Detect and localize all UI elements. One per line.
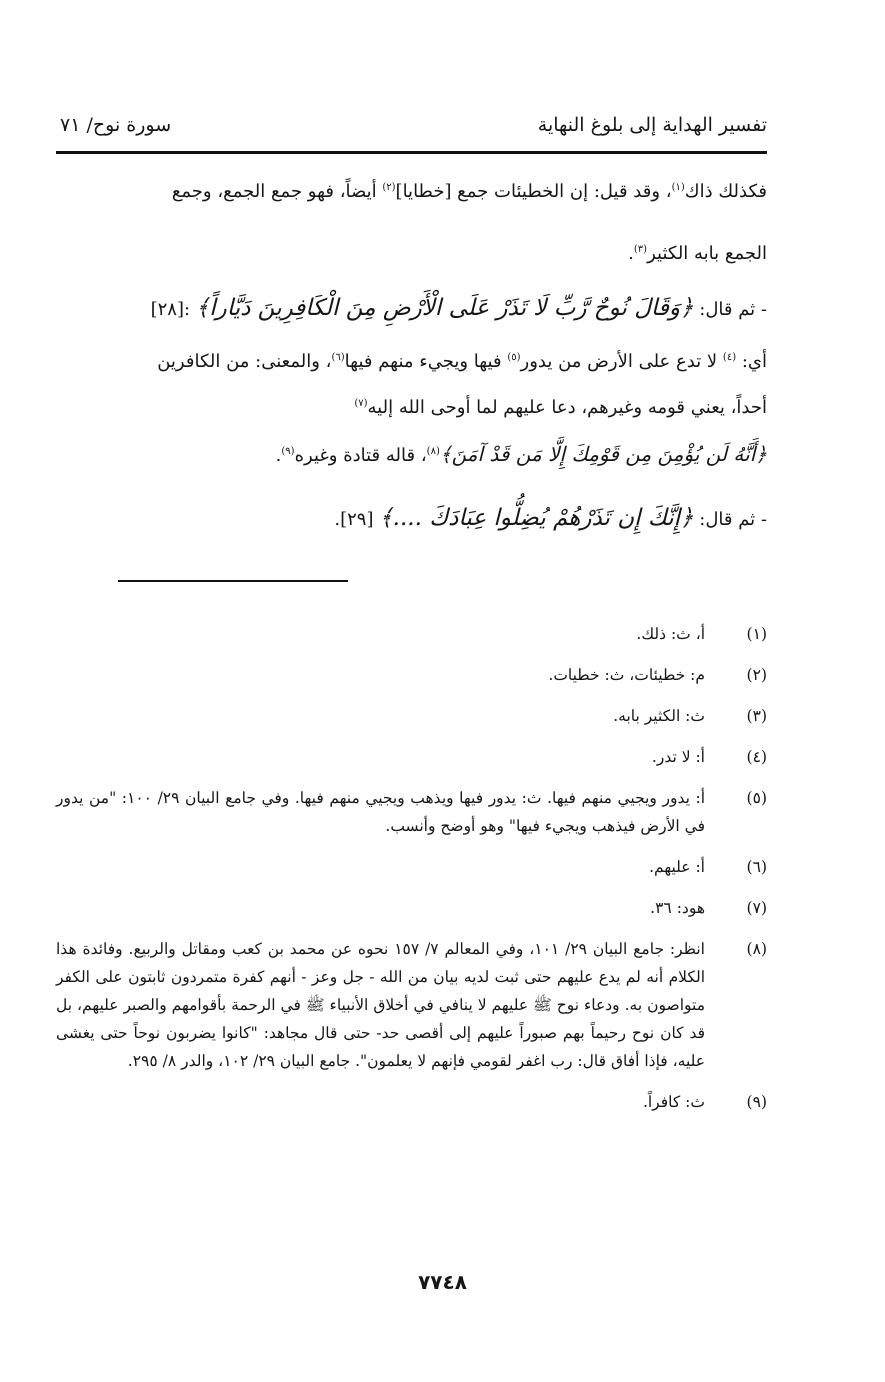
text-span: فكذلك ذاك bbox=[684, 181, 767, 202]
text-span: أيضاً، فهو جمع الجمع، وجمع bbox=[171, 181, 383, 202]
footnote-8 bbox=[56, 935, 767, 1075]
footnote-ref: (٥) bbox=[507, 352, 521, 363]
header-rule bbox=[56, 151, 767, 154]
footnote-number: (٤) bbox=[746, 748, 767, 766]
footnote-text: ث: الكثير بابه. bbox=[613, 707, 705, 725]
text-span: أحداً، يعني قومه وغيرهم، دعا عليهم لما أوحى الله إليه bbox=[367, 397, 767, 418]
footnote-text: أ: لا تدر. bbox=[651, 748, 705, 766]
quran-verse: ﴿أَنَّهُ لَن يُؤْمِنَ مِن قَوْمِكَ إِلَّا مَن قَدْ آمَنَ﴾ bbox=[439, 442, 767, 466]
quran-verse: ﴿إِنَّكَ إِن تَذَرْهُمْ يُضِلُّوا عِبَادَكَ ....﴾ bbox=[379, 505, 694, 531]
text-span: لا تدع على الأرض من يدور bbox=[520, 351, 723, 372]
footnote-text: ث: كافراً. bbox=[642, 1093, 705, 1111]
footnote-4 bbox=[56, 743, 767, 771]
footnote-9 bbox=[56, 1088, 767, 1116]
footnote-number: (٧) bbox=[746, 899, 767, 917]
footnote-1 bbox=[56, 620, 767, 648]
footnote-2 bbox=[56, 661, 767, 689]
text-span: أي: bbox=[736, 351, 767, 372]
footnote-number: (٣) bbox=[746, 707, 767, 725]
text-span: فيها ويجيء منهم فيها bbox=[344, 351, 508, 372]
footnote-number: (٩) bbox=[746, 1093, 767, 1111]
footnote-ref: (٢) bbox=[382, 182, 396, 193]
text-line-6 bbox=[276, 440, 767, 468]
footnote-number: (٥) bbox=[746, 789, 767, 807]
footnotes bbox=[56, 620, 767, 1129]
text-line-2 bbox=[628, 238, 767, 266]
verse-number: :[٢٨] bbox=[150, 299, 196, 320]
text-span: - ثم قال: bbox=[693, 299, 767, 320]
footnote-text: انظر: جامع البيان ٢٩/ ١٠١، وفي المعالم ٧/ ١٥٧ نحوه عن محمد بن كعب ومقاتل والربيع. وفائدة هذا الكلام أنه لم يدع عليهم حتى ثبت لديه بيان من الله - جل وعز - أنهم كفرة متمردون ثابتون على الكفر متواصون به. ودعاء نوح ﷺ عليهم لا ينافي في أخلاق الأنبياء ﷺ في الرحمة بأقوامهم والصبر عليهم، بل قد كان نوح رحيماً بهم صبوراً عليهم إلى أقصى حد- حتى قال مجاهد: "كانوا يضربون نوحاً حتى يغشى عليه، فإذا أفاق قال: رب اغفر لقومي فإنهم لا يعلمون". جامع البيان ٢٩/ ١٠٢، والدر ٨/ ٢٩٥. bbox=[56, 940, 705, 1070]
text-line-7 bbox=[334, 506, 767, 532]
footnote-ref: (٦) bbox=[331, 352, 345, 363]
text-line-3 bbox=[151, 296, 767, 322]
footnote-text: أ، ث: ذلك. bbox=[636, 625, 705, 643]
footnote-number: (٦) bbox=[746, 858, 767, 876]
text-span: - ثم قال: bbox=[693, 509, 767, 530]
text-line-1 bbox=[172, 176, 767, 204]
verse-number: [٢٩]. bbox=[334, 509, 380, 530]
footnote-number: (٢) bbox=[746, 666, 767, 684]
text-span: ، وقد قيل: إن الخطيئات جمع [خطايا] bbox=[395, 181, 672, 202]
footnote-text: هود: ٣٦. bbox=[650, 899, 705, 917]
footnote-number: (٨) bbox=[746, 940, 767, 958]
footnote-ref: (٩) bbox=[281, 446, 295, 457]
text-span: ، والمعنى: من الكافرين bbox=[157, 351, 332, 372]
footnote-number: (١) bbox=[746, 625, 767, 643]
text-span: . bbox=[275, 445, 282, 466]
book-title: تفسير الهداية إلى بلوغ النهاية bbox=[537, 114, 767, 136]
text-line-4 bbox=[157, 346, 767, 374]
page-number: ٧٧٤٨ bbox=[418, 1270, 467, 1294]
footnote-text: م: خطيئات، ث: خطيات. bbox=[548, 666, 705, 684]
footnote-3 bbox=[56, 702, 767, 730]
sura-reference: سورة نوح/ ٧١ bbox=[60, 114, 172, 136]
footnote-ref: (١) bbox=[671, 182, 685, 193]
footnote-separator bbox=[118, 580, 348, 582]
running-header bbox=[60, 104, 767, 144]
footnote-ref: (٨) bbox=[426, 446, 440, 457]
text-span: الجمع بابه الكثير bbox=[647, 243, 767, 264]
footnote-ref: (٤) bbox=[722, 352, 737, 363]
quran-verse: ﴿وَقَالَ نُوحٌ رَّبِّ لَا تَذَرْ عَلَى الْأَرْضِ مِنَ الْكَافِرِينَ دَيَّاراً﴾ bbox=[195, 295, 694, 321]
footnote-5 bbox=[56, 784, 767, 840]
footnote-6 bbox=[56, 853, 767, 881]
footnote-text: أ: يدور ويجيي منهم فيها. ث: يدور فيها ويذهب ويجيي منهم فيها. وفي جامع البيان ٢٩/ ١٠٠: "من يدور في الأرض فيذهب ويجيء فيها" وهو أوضح وأنسب. bbox=[56, 789, 705, 835]
text-span: . bbox=[628, 243, 634, 264]
text-span: ، قاله قتادة وغيره bbox=[294, 445, 427, 466]
footnote-text: أ: عليهم. bbox=[649, 858, 705, 876]
footnote-ref: (٣) bbox=[633, 244, 648, 255]
footnote-ref: (٧) bbox=[354, 398, 368, 409]
footnote-7 bbox=[56, 894, 767, 922]
text-line-5 bbox=[354, 392, 767, 420]
